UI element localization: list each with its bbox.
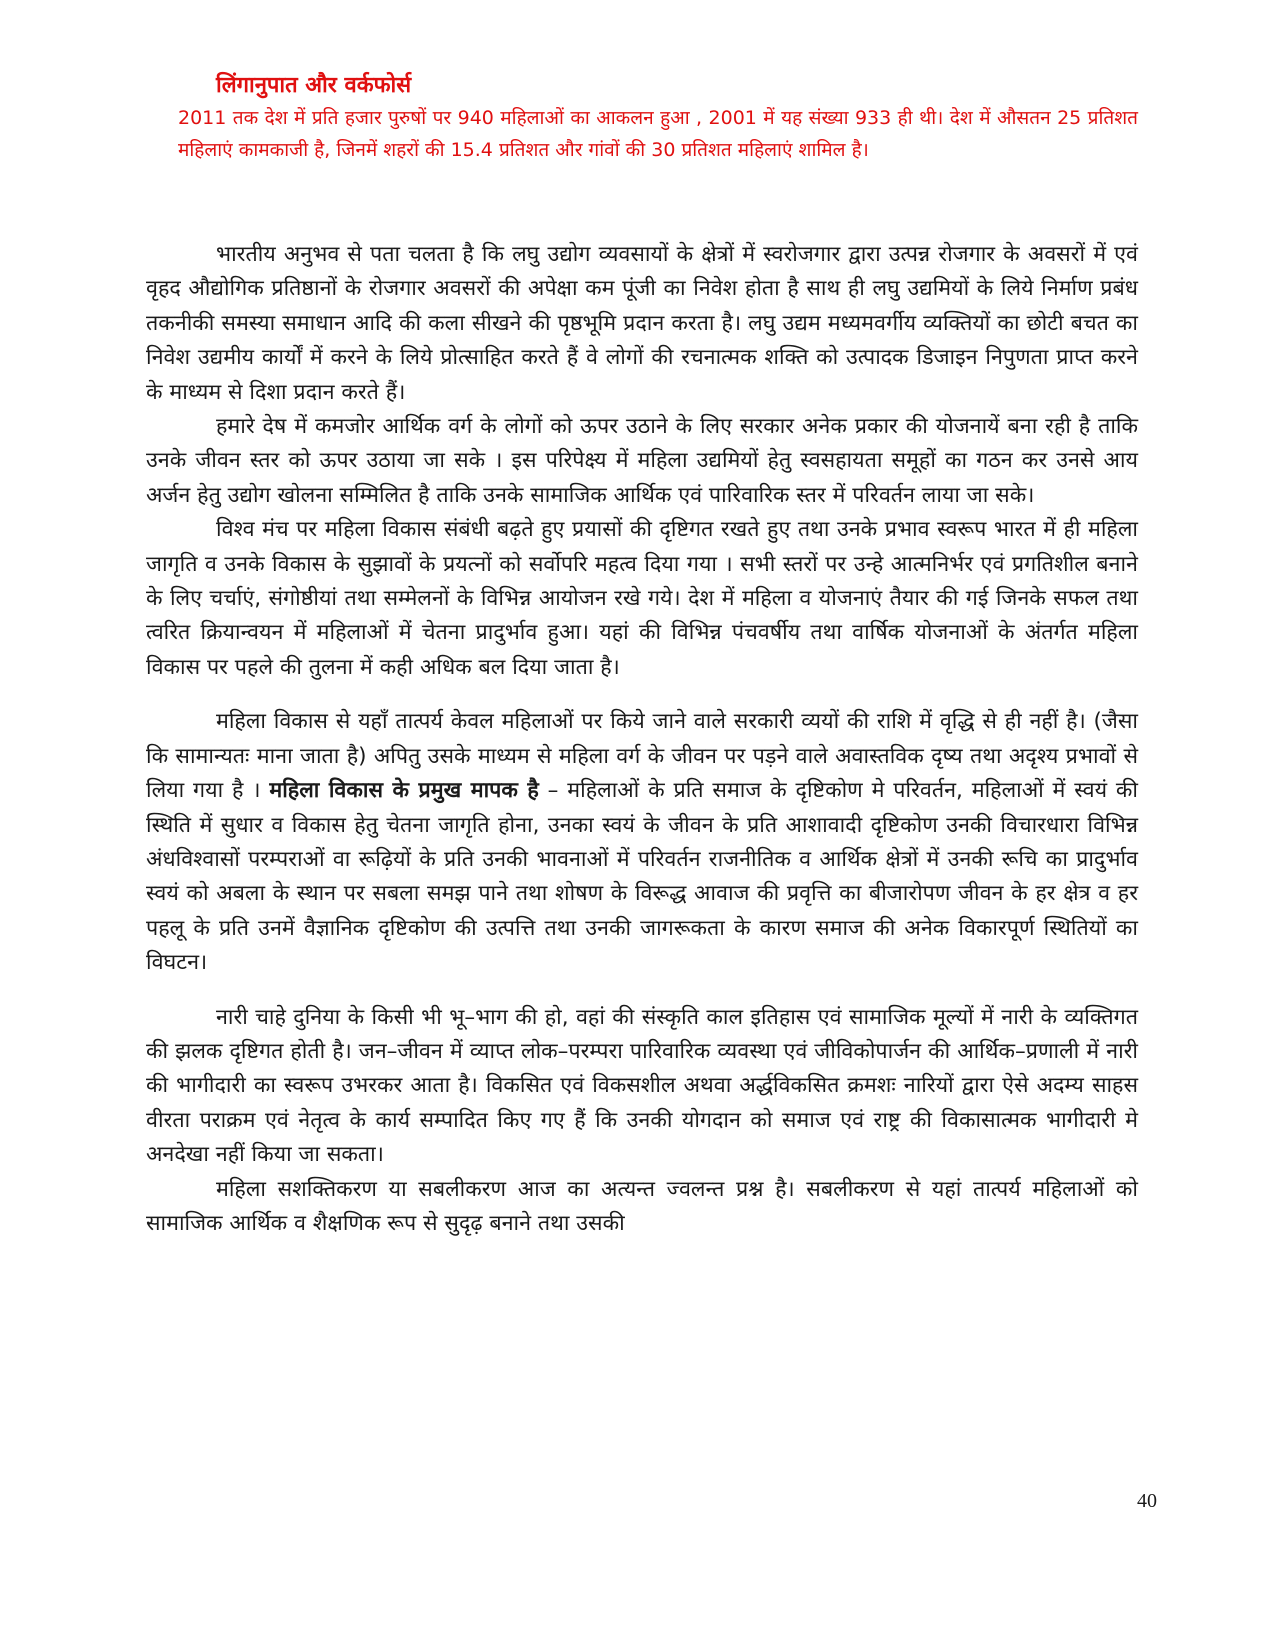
page-number: 40 bbox=[1137, 1490, 1157, 1512]
paragraph-4-text-a: महिला विकास से यहाँ तात्पर्य केवल महिलाओं पर किये जाने वाले सरकारी व्ययों की राशि में वृद्धि से ही नहीं है। (जैसा कि सामान्यतः माना जाता है) अपितु उसके माध्यम से महिला वर्ग के जीवन पर पड़ने वाले अवास्तविक दृष्य तथा अदृश्य प्रभावों से लिया गया है । bbox=[146, 709, 1138, 804]
paragraph-6: महिला सशक्तिकरण या सबलीकरण आज का अत्यन्त ज्वलन्त प्रश्न है। सबलीकरण से यहां तात्पर्य महिलाओं को सामाजिक आर्थिक व शैक्षणिक रूप से सुदृढ़ बनाने तथा उसकी bbox=[146, 1176, 1139, 1236]
paragraph-5: नारी चाहे दुनिया के किसी भी भू–भाग की हो, वहां की संस्कृति काल इतिहास एवं सामाजिक मूल्यों में नारी के व्यक्तिगत की झलक दृष्टिगत होती है। जन–जीवन में व्याप्त लोक–परम्परा पारिवारिक व्यवस्था एवं जीविकोपार्जन की आर्थिक–प्रणाली में नारी की भागीदारी का स्वरूप उभरकर आता है। विकसित एवं विकसशील अथवा अर्द्धविकसित क्रमशः नारियों द्वारा ऐसे अदम्य साहस वीरता पराक्रम एवं नेतृत्व के कार्य सम्पादित किए गए हैं कि उनकी योगदान को समाज एवं राष्ट्र की विकासात्मक भागीदारी मे अनदेखा नहीं किया जा सकता। bbox=[146, 1004, 1138, 1168]
paragraph-4-text-b: – महिलाओं के प्रति समाज के दृष्टिकोण मे परिवर्तन, महिलाओं में स्वयं की स्थिति में सुधार व विकास हेतु चेतना जागृति होना, उनका स्वयं के जीवन के प्रति आशावादी दृष्टिकोण उनकी विचारधारा विभिन्न अंधविश्वासों परम्पराओं वा रूढ़ियों के प्रति उनकी भावनाओं में परिवर्तन राजनीतिक व आर्थिक क्षेत्रों में उनकी रूचि का प्रादुर्भाव स्वयं को अबला के स्थान पर सबला समझ पाने तथा शोषण के विरूद्ध आवाज की प्रवृत्ति का बीजारोपण जीवन के हर क्षेत्र व हर पहलू के प्रति उनमें वैज्ञानिक दृष्टिकोण की उत्पत्ति तथा उनकी जागरूकता के कारण समाज की अनेक विकारपूर्ण स्थितियों का विघटन। bbox=[146, 778, 1139, 976]
paragraph-4-bold-heading: महिला विकास के प्रमुख मापक है bbox=[269, 778, 539, 804]
highlight-text: 2011 तक देश में प्रति हजार पुरुषों पर 940 महिलाओं का आकलन हुआ , 2001 में यह संख्या 933 ही थी। देश में औसतन 25 प्रतिशत महिलाएं कामकाजी है, जिनमें शहरों की 15.4 प्रतिशत और गांवों की 30 प्रतिशत महिलाएं शामिल है। bbox=[178, 107, 1138, 161]
highlight-box bbox=[178, 70, 1138, 166]
body-text bbox=[146, 238, 1138, 1241]
paragraph-4 bbox=[146, 705, 1138, 980]
paragraph-1: भारतीय अनुभव से पता चलता है कि लघु उद्योग व्यवसायों के क्षेत्रों में स्वरोजगार द्वारा उत्पन्न रोजगार के अवसरों में एवं वृहद औद्योगिक प्रतिष्ठानों के रोजगार अवसरों की अपेक्षा कम पूंजी का निवेश होता है साथ ही लघु उद्यमियों के लिये निर्माण प्रबंध तकनीकी समस्या समाधान आदि की कला सीखने की पृष्ठभूमि प्रदान करता है। लघु उद्यम मध्यमवर्गीय व्यक्तियों का छोटी बचत का निवेश उद्यमीय कार्यों में करने के लिये प्रोत्साहित करते हैं वे लोगों की रचनात्मक शक्ति को उत्पादक डिजाइन निपुणता प्राप्त करने के माध्यम से दिशा प्रदान करते हैं। bbox=[146, 242, 1138, 405]
paragraph-3: विश्व मंच पर महिला विकास संबंधी बढ़ते हुए प्रयासों की दृष्टिगत रखते हुए तथा उनके प्रभाव स्वरूप भारत में ही महिला जागृति व उनके विकास के सुझावों के प्रयत्नों को सर्वोपरि महत्व दिया गया । सभी स्तरों पर उन्हे आत्मनिर्भर एवं प्रगतिशील बनाने के लिए चर्चाएं, संगोष्ठीयां तथा सम्मेलनों के विभिन्न आयोजन रखे गये। देश में महिला व योजनाएं तैयार की गई जिनके सफल तथा त्वरित क्रियान्वयन में महिलाओं में चेतना प्रादुर्भाव हुआ। यहां की विभिन्न पंचवर्षीय तथा वार्षिक योजनाओं के अंतर्गत महिला विकास पर पहले की तुलना में कही अधिक बल दिया जाता है। bbox=[146, 517, 1138, 680]
paragraph-2: हमारे देष में कमजोर आर्थिक वर्ग के लोगों को ऊपर उठाने के लिए सरकार अनेक प्रकार की योजनायें बना रही है ताकि उनके जीवन स्तर को ऊपर उठाया जा सके । इस परिपेक्ष्य में महिला उद्यमियों हेतु स्वसहायता समूहों का गठन कर उनसे आय अर्जन हेतु उद्योग खोलना सम्मिलित है ताकि उनके सामाजिक आर्थिक एवं पारिवारिक स्तर में परिवर्तन लाया जा सके। bbox=[146, 414, 1138, 508]
highlight-title: लिंगानुपात और वर्कफोर्स bbox=[216, 73, 412, 98]
